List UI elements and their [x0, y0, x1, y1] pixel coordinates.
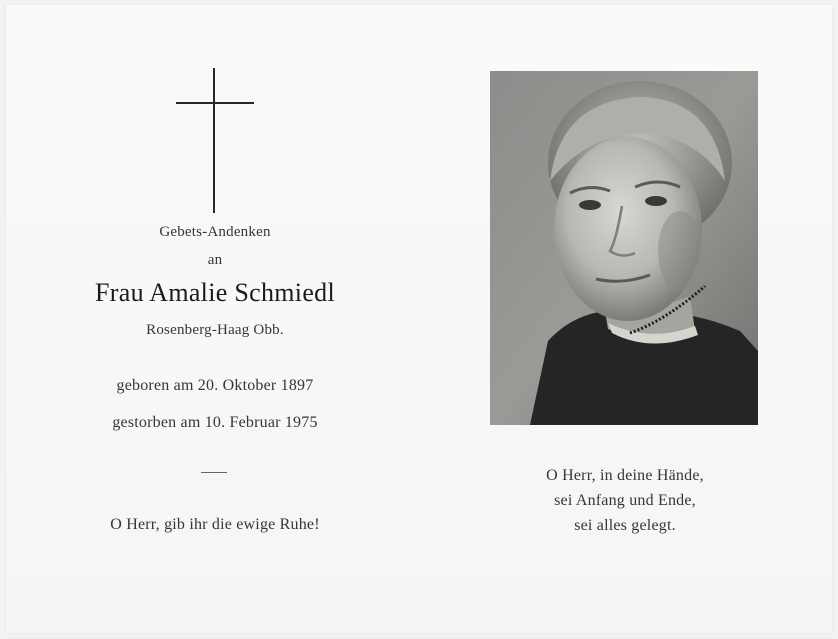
birth-date-text: geboren am 20. Oktober 1897 [116, 377, 314, 394]
cross-vertical-bar [213, 68, 215, 213]
cross-horizontal-bar [176, 102, 254, 104]
portrait-photo [490, 71, 758, 425]
place-text: Rosenberg-Haag Obb. [146, 322, 284, 338]
separator-dash [201, 472, 227, 473]
prayer-left-text: O Herr, gib ihr die ewige Ruhe! [110, 516, 320, 533]
deceased-name: Frau Amalie Schmiedl [95, 278, 335, 307]
death-date-text: gestorben am 10. Februar 1975 [112, 414, 318, 431]
prayer-right-line-3: sei alles gelegt. [574, 517, 676, 534]
card-heading: Gebets-Andenken [159, 224, 271, 240]
prayer-right-line-1: O Herr, in deine Hände, [546, 467, 704, 484]
prayer-right-line-2: sei Anfang und Ende, [554, 492, 696, 509]
preposition-text: an [207, 252, 223, 268]
